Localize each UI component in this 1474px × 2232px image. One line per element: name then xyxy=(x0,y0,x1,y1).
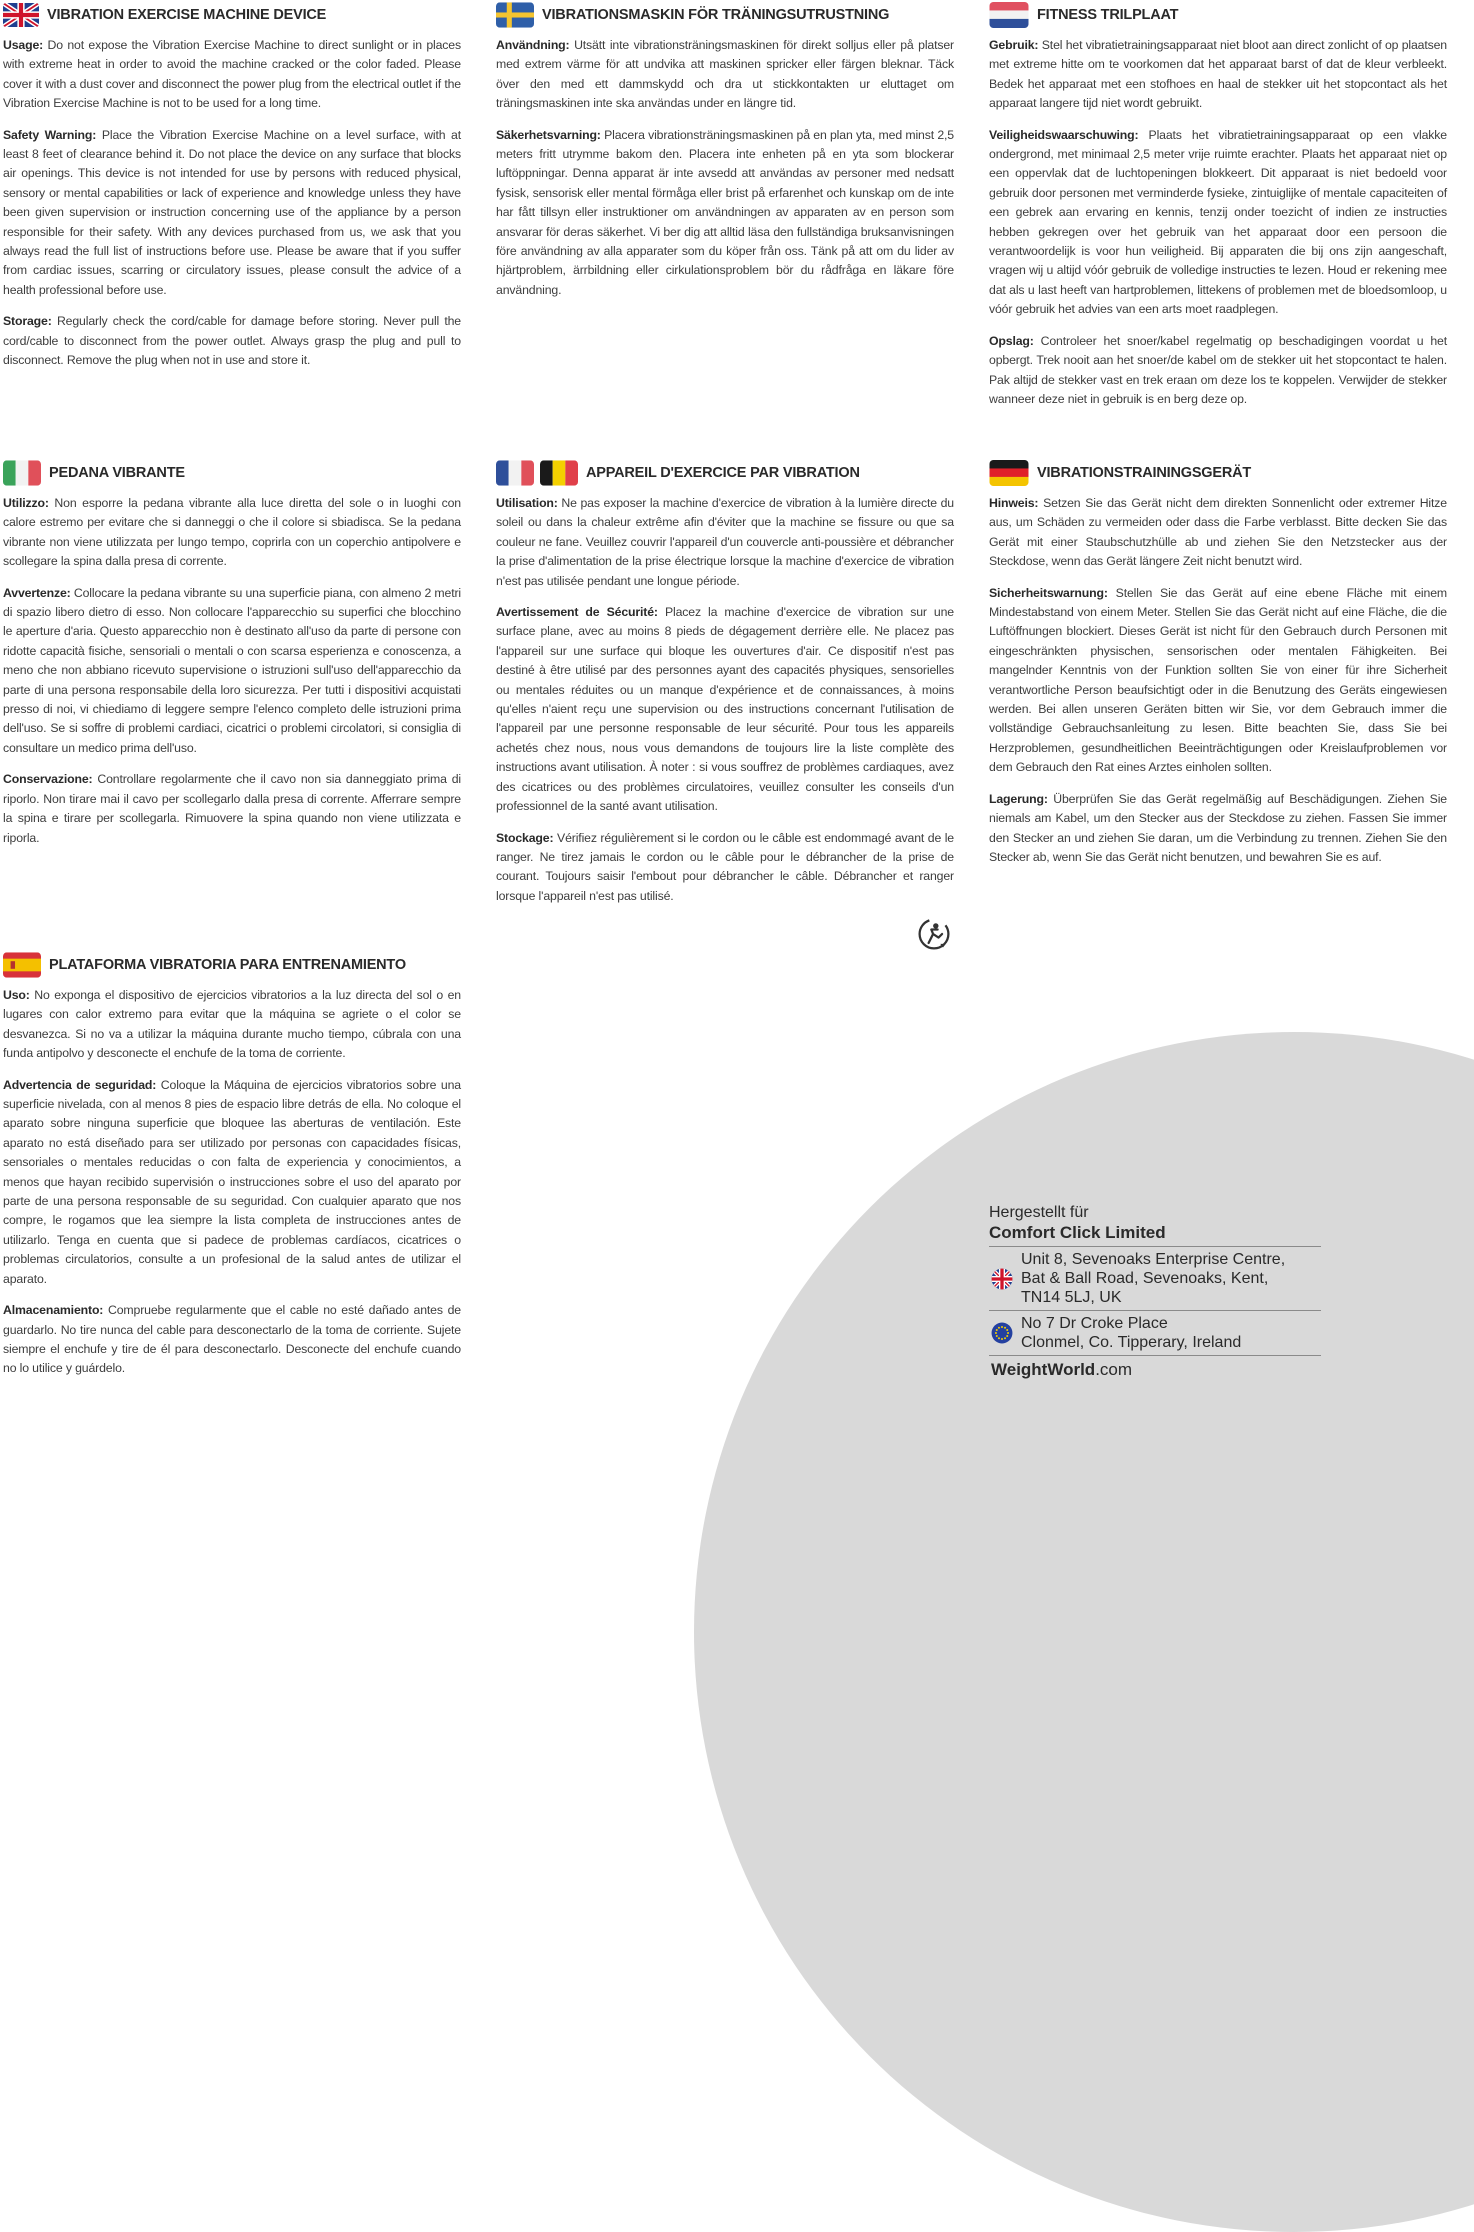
instruction-paragraph xyxy=(496,829,954,907)
ireland-address xyxy=(989,1314,1321,1352)
section-french xyxy=(496,460,954,918)
instruction-paragraph xyxy=(496,494,954,591)
website-brand: WeightWorld xyxy=(991,1360,1096,1379)
united-kingdom-flag-icon xyxy=(3,3,39,27)
section-title: VIBRATIONSMASKIN FÖR TRÄNINGSUTRUSTNING xyxy=(542,7,890,23)
section-header xyxy=(3,460,461,486)
section-header xyxy=(3,952,461,978)
recycle-person-icon xyxy=(916,916,952,952)
section-body xyxy=(3,494,461,848)
paragraph-label: Uso: xyxy=(3,988,30,1002)
paragraph-text: Collocare la pedana vibrante su una superficie piana, con almeno 2 metri di spazio libero dietro di esso. Non collocare l'apparecchio su superfici che blocchino le aperture d'aria. Questo apparecchio non è destinato all'uso da parte di persone con ridotte capacità fisiche, sensoriali o mentali o con scarsa esperienza e conoscenza, a meno che non abbiano ricevuto supervisione o istruzioni sull'uso dell'apparecchio da parte di una persona responsabile della loro sicurezza. Per tutti i dispositivi acquistati presso di noi, vi chiediamo di leggere sempre l'elenco completo delle istruzioni prima dell'uso. Se si soffre di problemi cardiaci, cicatrici o problemi circolatori, si consiglia di consultare un medico prima dell'uso. xyxy=(3,585,461,755)
paragraph-label: Utilizzo: xyxy=(3,496,49,510)
paragraph-text: Place the Vibration Exercise Machine on a level surface, with at least 8 feet of clearance behind it. Do not place the device on any surface that blocks air openings. This device is not intended for use by persons with reduced physical, sensory or mental capabilities or lack of experience and knowledge unless they have been given supervision or instruction concerning use of the appliance by a person responsible for their safety. With any devices purchased from us, we ask that you always read the full list of instructions before use. Please be aware that if you suffer from cardiac issues, scarring or circulatory issues, please consult the advice of a health professional before use. xyxy=(3,127,461,297)
paragraph-text: Ne pas exposer la machine d'exercice de vibration à la lumière directe du soleil ou dans la chaleur extrême afin d'éviter que la machine se fissure ou que sa couleur ne fane. Veuillez couvrir l'appareil d'un couvercle anti-poussière et débrancher la prise d'alimentation de la prise électrique lorsque la machine d'exercice de vibration n'est pas utilisée pendant une longue période. xyxy=(496,496,954,588)
paragraph-label: Säkerhetsvarning: xyxy=(496,127,601,142)
section-title: FITNESS TRILPLAAT xyxy=(1037,7,1179,23)
instruction-paragraph xyxy=(3,312,461,370)
address-line: Bat & Ball Road, Sevenoaks, Kent, xyxy=(1021,1270,1269,1287)
instruction-paragraph xyxy=(3,36,461,114)
instruction-paragraph xyxy=(989,790,1447,868)
paragraph-label: Hinweis: xyxy=(989,496,1039,510)
flag-group xyxy=(3,460,41,486)
manufacturer-info xyxy=(989,1203,1321,1381)
instruction-paragraph xyxy=(3,1076,461,1289)
paragraph-text: No exponga el dispositivo de ejercicios vibratorios a la luz directa del sol o en lugares con calor extremo para evitar que la máquina se agriete o el color se desvanezca. Si no va a utilizar la máquina durante mucho tiempo, cúbrala con una funda antipolvo y desconecte el enchufe de la toma de corriente. xyxy=(3,988,461,1061)
section-header xyxy=(496,2,954,28)
paragraph-label: Lagerung: xyxy=(989,791,1048,806)
paragraph-label: Användning: xyxy=(496,38,570,52)
section-header xyxy=(989,460,1447,486)
uk-flag-icon xyxy=(991,1268,1013,1290)
section-german xyxy=(989,460,1447,879)
section-body xyxy=(989,494,1447,867)
paragraph-text: Controleer het snoer/kabel regelmatig op beschadigingen voordat u het opbergt. Trek nooit aan het snoer/de kabel om de stekker uit het stopcontact te halen. Pak altijd de stekker vast en trek eraan om deze los te koppelen. Verwijder de stekker wanneer deze niet in gebruik is en berg deze op. xyxy=(989,333,1447,406)
instruction-paragraph xyxy=(3,494,461,572)
flag-group xyxy=(989,460,1029,486)
address-line: TN14 5LJ, UK xyxy=(1021,1289,1122,1306)
company-name: Comfort Click Limited xyxy=(989,1223,1166,1242)
netherlands-flag-icon xyxy=(989,2,1029,28)
section-title: PEDANA VIBRANTE xyxy=(49,465,185,481)
flag-group xyxy=(3,3,39,27)
address-line: Clonmel, Co. Tipperary, Ireland xyxy=(1021,1334,1242,1351)
paragraph-label: Avertissement de Sécurité: xyxy=(496,605,658,620)
paragraph-text: Überprüfen Sie das Gerät regelmäßig auf Beschädigungen. Ziehen Sie niemals am Kabel, um den Stecker aus der Steckdose zu ziehen. Fassen Sie immer den Stecker an und ziehen Sie daran, um die Verbindung zu trennen. Ziehen Sie den Stecker ab, wenn Sie das Gerät nicht benutzen, und bewahren Sie es auf. xyxy=(989,791,1447,864)
section-body xyxy=(3,36,461,371)
paragraph-text: Vérifiez régulièrement si le cordon ou le câble est endommagé avant de le ranger. Ne tirez jamais le cordon ou le câble pour le débrancher de la prise de courant. Toujours saisir l'embout pour débrancher le câble. Débrancher et ranger lorsque l'appareil n'est pas utilisé. xyxy=(496,830,954,903)
section-body xyxy=(3,986,461,1379)
paragraph-text: Coloque la Máquina de ejercicios vibratorios sobre una superficie nivelada, con al menos 8 pies de espacio libre detrás de ella. No coloque el aparato sobre ninguna superficie que bloquee las aberturas de ventilación. Este aparato no está diseñado para ser utilizado por personas con capacidades físicas, sensoriales o mentales reducidas o con falta de experiencia y conocimientos, a menos que hayan recibido supervisión o instrucciones sobre el uso del aparato por parte de una persona responsable de su seguridad. Con cualquier aparato que nos compre, le rogamos que lea siempre la lista completa de instrucciones antes de utilizarlo. Tenga en cuenta que si padece de problemas cardíacos, cicatrices o problemas circulatorios, consulte a un profesional de la salud antes de utilizar el aparato. xyxy=(3,1077,461,1286)
paragraph-label: Avvertenze: xyxy=(3,585,71,600)
paragraph-label: Almacenamiento: xyxy=(3,1303,104,1318)
instruction-paragraph xyxy=(989,126,1447,320)
section-header xyxy=(3,2,461,28)
paragraph-text: Placez la machine d'exercice de vibration sur une surface plane, avec au moins 8 pieds de dégagement derrière elle. Ne placez pas l'appareil sur une surface qui bloque les ouvertures d'air. Ce dispositif n'est pas destiné à être utilisé par des personnes ayant des capacités physiques, sensorielles ou mentales réduites ou un manque d'expérience et de connaissances, à moins qu'elles n'aient reçu une supervision ou des instructions concernant l'utilisation de l'appareil par une personne responsable de leur sécurité. Pour tous les appareils achetés chez nous, nous vous demandons de toujours lire la liste complète des instructions avant utilisation. À noter : si vous souffrez de problèmes cardiaques, avez des cicatrices ou des problèmes circulatoires, veuillez consulter les conseils d'un professionnel de la santé avant utilisation. xyxy=(496,605,954,814)
paragraph-label: Storage: xyxy=(3,314,52,329)
instruction-paragraph xyxy=(496,126,954,301)
uk-address xyxy=(989,1250,1321,1307)
spain-flag-icon xyxy=(3,952,41,978)
divider xyxy=(989,1246,1321,1247)
address-line: Unit 8, Sevenoaks Enterprise Centre, xyxy=(1021,1251,1286,1268)
made-for-label: Hergestellt für xyxy=(989,1204,1089,1221)
flag-group xyxy=(496,2,534,28)
instruction-paragraph xyxy=(3,770,461,848)
italy-flag-icon xyxy=(3,460,41,486)
paragraph-label: Safety Warning: xyxy=(3,127,97,142)
section-swedish xyxy=(496,2,954,312)
instruction-paragraph xyxy=(3,126,461,301)
paragraph-text: Stellen Sie das Gerät auf eine ebene Fläche mit einem Mindestabstand von einem Meter. Stellen Sie das Gerät nicht auf eine Fläche, die die Luftöffnungen blockiert. Dieses Gerät ist nicht für den Gebrauch durch Personen mit eingeschränkten physischen, sensorischen oder mentalen Fähigkeiten. Bei mangelnder Kenntnis von der Funktion sollten Sie von einer für ihre Sicherheit verantwortliche Person beaufsichtigt oder in die Benutzung des Geräts eingewiesen werden. Bei allen unseren Geräten bitten wir Sie, vor dem Gebrauch immer die vollständige Gebrauchsanleitung zu lesen. Bitte beachten Sie, dass Sie bei Herzproblemen, gesundheitlichen Beeinträchtigungen oder Kreislaufproblemen vor dem Gebrauch den Rat eines Arztes einholen sollten. xyxy=(989,585,1447,775)
paragraph-text: Stel het vibratietrainingsapparaat niet bloot aan direct zonlicht of op plaatsen met extreme hitte om te voorkomen dat het apparaat barst of dat de kleur verbleekt. Bedek het apparaat met een stofhoes en haal de stekker uit het stopcontact als het apparaat langere tijd niet wordt gebruikt. xyxy=(989,38,1447,111)
instruction-paragraph xyxy=(496,603,954,816)
paragraph-text: Setzen Sie das Gerät nicht dem direkten Sonnenlicht oder extremer Hitze aus, um Schäden zu vermeiden oder dass die Farbe verblasst. Bitte decken Sie das Gerät mit einer Staubschutzhülle ab und ziehen Sie den Netzstecker aus der Steckdose, wenn das Gerät längere Zeit nicht benutzt wird. xyxy=(989,496,1447,569)
divider xyxy=(989,1355,1321,1356)
section-title: APPAREIL D'EXERCICE PAR VIBRATION xyxy=(586,465,860,481)
paragraph-label: Utilisation: xyxy=(496,496,558,510)
section-title: VIBRATIONSTRAININGSGERÄT xyxy=(1037,465,1252,481)
france-flag-icon xyxy=(496,460,534,486)
paragraph-label: Conservazione: xyxy=(3,772,93,787)
paragraph-label: Usage: xyxy=(3,38,44,52)
section-body xyxy=(496,494,954,906)
section-body xyxy=(496,36,954,300)
website-link[interactable] xyxy=(989,1359,1321,1381)
website-domain: .com xyxy=(1095,1360,1133,1379)
instruction-paragraph xyxy=(3,1301,461,1379)
instruction-paragraph xyxy=(3,986,461,1064)
paragraph-label: Opslag: xyxy=(989,333,1034,348)
paragraph-label: Sicherheitswarnung: xyxy=(989,585,1108,600)
divider xyxy=(989,1310,1321,1311)
instruction-paragraph xyxy=(989,584,1447,778)
section-title: PLATAFORMA VIBRATORIA PARA ENTRENAMIENTO xyxy=(49,957,406,973)
section-italian xyxy=(3,460,461,860)
paragraph-label: Advertencia de seguridad: xyxy=(3,1077,157,1092)
address-line: No 7 Dr Croke Place xyxy=(1021,1315,1168,1332)
paragraph-text: Compruebe regularmente que el cable no esté dañado antes de guardarlo. No tire nunca del cable para desconectarlo de la toma de corriente. Sujete siempre el enchufe y tire de él para desconectarlo. Desconecte del enchufe cuando no lo utilice y guárdelo. xyxy=(3,1303,461,1376)
paragraph-text: Do not expose the Vibration Exercise Machine to direct sunlight or in places with extreme heat in order to avoid the machine cracked or the color faded. Please cover it with a dust cover and disconnect the power plug from the electrical outlet if the Vibration Exercise Machine is not to be used for a long time. xyxy=(3,38,461,111)
section-english xyxy=(3,2,461,383)
section-header xyxy=(496,460,954,486)
instruction-paragraph xyxy=(989,36,1447,114)
paragraph-text: Non esporre la pedana vibrante alla luce diretta del sole o in luoghi con calore estremo per evitare che si danneggi o che il colore si sbiadisca. Se la pedana vibrante non viene utilizzata per lungo tempo, coprirla con un coperchio antipolvere e scollegare la spina dalla presa di corrente. xyxy=(3,496,461,569)
instruction-paragraph xyxy=(989,332,1447,410)
flag-group xyxy=(496,460,578,486)
sweden-flag-icon xyxy=(496,2,534,28)
paragraph-text: Regularly check the cord/cable for damage before storing. Never pull the cord/cable to disconnect from the power outlet. Always grasp the plug and pull to disconnect. Remove the plug when not in use and store it. xyxy=(3,314,461,368)
section-dutch xyxy=(989,2,1447,421)
paragraph-text: Utsätt inte vibrationsträningsmaskinen för direkt solljus eller på platser med extrem värme för att undvika att maskinen spricker eller färgen bleknar. Täck över den med ett dammskydd och dra ut stickkontakten ur eluttaget om träningsmaskinen inte ska användas under en längre tid. xyxy=(496,38,954,111)
instruction-paragraph xyxy=(989,494,1447,572)
paragraph-text: Placera vibrationsträningsmaskinen på en plan yta, med minst 2,5 meters fritt utrymme bakom den. Placera inte enheten på en yta som blockerar luftöppningar. Denna apparat är inte avsedd att användas av personer med nedsatt fysisk, sensorisk eller mental förmåga eller brist på erfarenhet och kunskap om de inte har fått tillsyn eller instruktioner om användningen av apparaten av en person som ansvarar för deras säkerhet. Vi ber dig att alltid läsa den fullständiga bruksanvisningen före användning av alla apparater som du köper från oss. Tänk på att om du lider av hjärtproblem, ärrbildning eller cirkulationsproblem bör du rådfråga en läkare före användning. xyxy=(496,127,954,297)
instruction-paragraph xyxy=(496,36,954,114)
germany-flag-icon xyxy=(989,460,1029,486)
paragraph-label: Gebruik: xyxy=(989,38,1039,52)
section-spanish xyxy=(3,952,461,1391)
instruction-paragraph xyxy=(3,584,461,759)
flag-group xyxy=(989,2,1029,28)
eu-flag-icon xyxy=(991,1322,1013,1344)
paragraph-label: Stockage: xyxy=(496,830,554,845)
section-title: VIBRATION EXERCISE MACHINE DEVICE xyxy=(47,7,327,23)
paragraph-label: Veiligheidswaarschuwing: xyxy=(989,127,1139,142)
flag-group xyxy=(3,952,41,978)
paragraph-text: Controllare regolarmente che il cavo non sia danneggiato prima di riporlo. Non tirare mai il cavo per scollegarlo dalla presa di corrente. Afferrare sempre la spina e tirare per scollegarla. Rimuovere la spina quando non viene utilizzata e riporla. xyxy=(3,772,461,845)
section-body xyxy=(989,36,1447,409)
section-header xyxy=(989,2,1447,28)
paragraph-text: Plaats het vibratietrainingsapparaat op een vlakke ondergrond, met minimaal 2,5 meter vrije ruimte erachter. Plaats het apparaat niet op een oppervlak dat de luchtopeningen blokkeert. Dit apparaat is niet bedoeld voor gebruik door personen met verminderde fysieke, zintuiglijke of mentale capaciteiten of een gebrek aan ervaring en kennis, tenzij onder toezicht of indien ze instructies hebben gekregen over het gebruik van het apparaat door een persoon die verantwoordelijk is voor hun veiligheid. Bij apparaten die bij ons zijn aangeschaft, vragen wij u altijd vóór gebruik de volledige instructies te lezen. Houd er rekening mee dat als u last heeft van hartproblemen, littekens of problemen met de bloedsomloop, u vóór gebruik het advies van een arts moet raadplegen. xyxy=(989,127,1447,317)
belgium-flag-icon xyxy=(540,460,578,486)
